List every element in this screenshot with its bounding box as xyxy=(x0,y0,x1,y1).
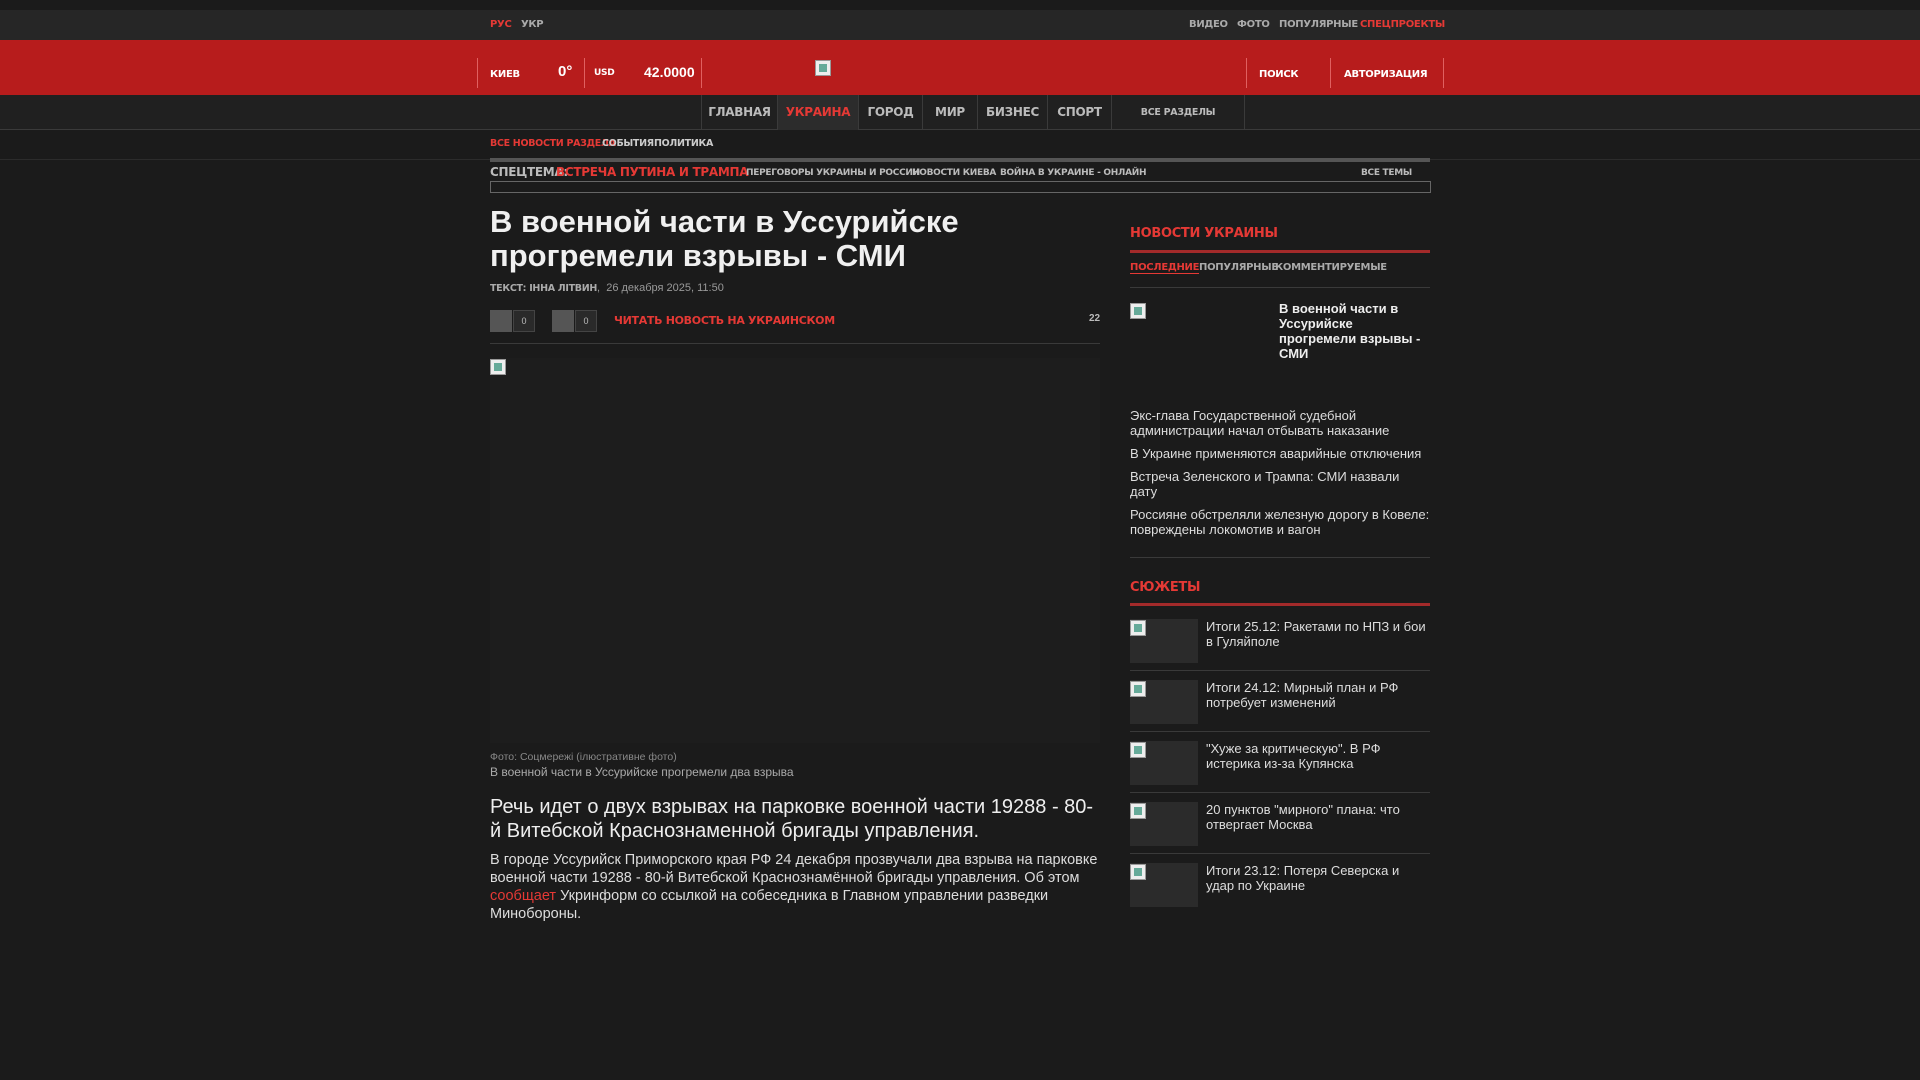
photo-credit: Фото: Соцмережі (ілюстративне фото) xyxy=(490,751,677,763)
tabs-divider xyxy=(1130,287,1430,288)
article-title: В военной части в Уссурийске прогремели взрывы - СМИ xyxy=(490,204,959,273)
nav-item-world[interactable]: МИР xyxy=(922,95,977,130)
photo-caption: В военной части в Уссурийске прогремели два взрыва xyxy=(490,765,794,779)
search-link[interactable]: ПОИСК xyxy=(1259,69,1299,80)
telegram-share-count: 0 xyxy=(575,310,597,332)
tab-latest[interactable]: ПОСЛЕДНИЕ xyxy=(1130,262,1200,273)
facebook-share-icon[interactable] xyxy=(490,310,512,332)
login-link[interactable]: АВТОРИЗАЦИЯ xyxy=(1344,69,1428,80)
story-image-icon xyxy=(1130,681,1146,697)
tab-popular[interactable]: ПОПУЛЯРНЫЕ xyxy=(1199,262,1278,273)
lang-ru-link[interactable]: РУС xyxy=(490,19,512,30)
currency-value: 42.0000 xyxy=(644,64,695,80)
currency-label: USD xyxy=(594,68,615,78)
nav-item-all-sections[interactable]: ВСЕ РАЗДЕЛЫ xyxy=(1111,95,1245,130)
video-link[interactable]: ВИДЕО xyxy=(1189,19,1228,30)
facebook-share-count: 0 xyxy=(513,310,535,332)
nav-item-sport[interactable]: СПОРТ xyxy=(1047,95,1111,130)
divider xyxy=(701,58,702,88)
stories-heading[interactable]: СЮЖЕТЫ xyxy=(1130,580,1201,595)
article-divider xyxy=(490,343,1100,344)
divider xyxy=(1443,58,1444,88)
story-image-icon xyxy=(1130,620,1146,636)
body-text: В городе Уссурийск Приморского края РФ 24 декабря прозвучали два взрыва на парковке военной части 19288 - 80-й Витебской Краснознамённой бригады управления. Об этом xyxy=(490,852,1098,886)
heading-underline xyxy=(1130,603,1430,606)
events-link[interactable]: СОБЫТИЯ xyxy=(602,138,654,149)
header-bar xyxy=(0,40,1920,95)
kyiv-news-link[interactable]: НОВОСТИ КИЕВА xyxy=(912,168,997,178)
all-section-news-link[interactable]: ВСЕ НОВОСТИ РАЗДЕЛА xyxy=(490,138,616,149)
story-divider xyxy=(1130,853,1430,854)
city-label: КИЕВ xyxy=(490,69,520,80)
tab-commented[interactable]: КОММЕНТИРУЕМЫЕ xyxy=(1275,262,1387,273)
news-divider xyxy=(1130,557,1430,558)
story-link[interactable]: Итоги 23.12: Потеря Северска и удар по Украине xyxy=(1206,863,1400,893)
special-topic-label: СПЕЦТЕМА: xyxy=(490,165,568,179)
story-link[interactable]: Итоги 25.12: Ракетами по НПЗ и бои в Гуляйполе xyxy=(1206,619,1426,649)
nav-item-ukraine[interactable]: УКРАИНА xyxy=(777,95,858,130)
article-author[interactable]: ТЕКСТ: ІННА ЛІТВИН xyxy=(490,283,598,294)
comments-count[interactable]: 22 xyxy=(1089,313,1101,324)
divider xyxy=(477,58,478,88)
article-image-icon xyxy=(490,359,506,375)
photo-link[interactable]: ФОТО xyxy=(1237,19,1270,30)
lang-ua-link[interactable]: УКР xyxy=(521,19,544,30)
article-date: 26 декабря 2025, 11:50 xyxy=(606,282,724,294)
story-image-icon xyxy=(1130,803,1146,819)
article-meta: ТЕКСТ: ІННА ЛІТВИН, 26 декабря 2025, 11:50 xyxy=(490,282,724,294)
special-topic-link[interactable]: ВСТРЕЧА ПУТИНА И ТРАМПА xyxy=(556,165,749,179)
news-item[interactable]: В Украине применяются аварийные отключения xyxy=(1130,446,1422,461)
popular-link[interactable]: ПОПУЛЯРНЫЕ xyxy=(1279,19,1358,30)
negotiations-link[interactable]: ПЕРЕГОВОРЫ УКРАИНЫ И РОССИИ xyxy=(746,168,920,178)
story-divider xyxy=(1130,731,1430,732)
divider xyxy=(1246,58,1247,88)
divider xyxy=(1330,58,1331,88)
body-text: Укринформ со ссылкой на собеседника в Главном управлении разведки Минобороны. xyxy=(490,888,1049,922)
nav-item-business[interactable]: БИЗНЕС xyxy=(977,95,1047,130)
politics-link[interactable]: ПОЛИТИКА xyxy=(654,138,714,149)
nav-item-main[interactable]: ГЛАВНАЯ xyxy=(701,95,777,130)
war-online-link[interactable]: ВОЙНА В УКРАИНЕ - ОНЛАЙН xyxy=(1000,168,1147,178)
news-item[interactable]: Россияне обстреляли железную дорогу в Ковеле: повреждены локомотив и вагон xyxy=(1130,507,1430,537)
story-link[interactable]: 20 пунктов "мирного" плана: что отвергает Москва xyxy=(1206,802,1400,832)
top-bar xyxy=(0,10,1920,40)
nav-item-city[interactable]: ГОРОД xyxy=(858,95,922,130)
story-link[interactable]: "Хуже за критическую". В РФ истерика из-за Купянска xyxy=(1206,741,1381,771)
news-item[interactable]: Встреча Зеленского и Трампа: СМИ назвали дату xyxy=(1130,469,1400,499)
telegram-share-icon[interactable] xyxy=(552,310,574,332)
story-link[interactable]: Итоги 24.12: Мирный план и РФ потребует изменений xyxy=(1206,680,1399,710)
special-topic-frame xyxy=(490,181,1431,193)
source-link[interactable]: сообщает xyxy=(490,888,557,904)
article-lead: Речь идет о двух взрывах на парковке военной части 19288 - 80-й Витебской Краснознаменной бригады управления. xyxy=(490,796,1094,842)
story-image-icon xyxy=(1130,742,1146,758)
article-image xyxy=(490,358,1100,743)
story-divider xyxy=(1130,792,1430,793)
news-ukraine-heading[interactable]: НОВОСТИ УКРАИНЫ xyxy=(1130,226,1278,241)
heading-underline xyxy=(1130,250,1430,253)
news-item[interactable]: Экс-глава Государственной судебной администрации начал отбывать наказание xyxy=(1130,408,1390,438)
divider xyxy=(584,58,585,88)
all-topics-link[interactable]: ВСЕ ТЕМЫ xyxy=(1361,168,1412,178)
special-projects-link[interactable]: СПЕЦПРОЕКТЫ xyxy=(1360,19,1445,30)
featured-news-link[interactable]: В военной части в Уссурийске прогремели взрывы - СМИ xyxy=(1279,301,1421,361)
logo-icon[interactable] xyxy=(815,60,831,76)
article-body xyxy=(490,851,1100,923)
temperature: 0° xyxy=(558,63,573,80)
read-in-ukrainian-link[interactable]: ЧИТАТЬ НОВОСТЬ НА УКРАИНСКОМ xyxy=(614,314,835,327)
special-topic-top-line xyxy=(490,158,1430,162)
story-image-icon xyxy=(1130,864,1146,880)
story-divider xyxy=(1130,670,1430,671)
featured-news-image[interactable] xyxy=(1130,303,1146,319)
